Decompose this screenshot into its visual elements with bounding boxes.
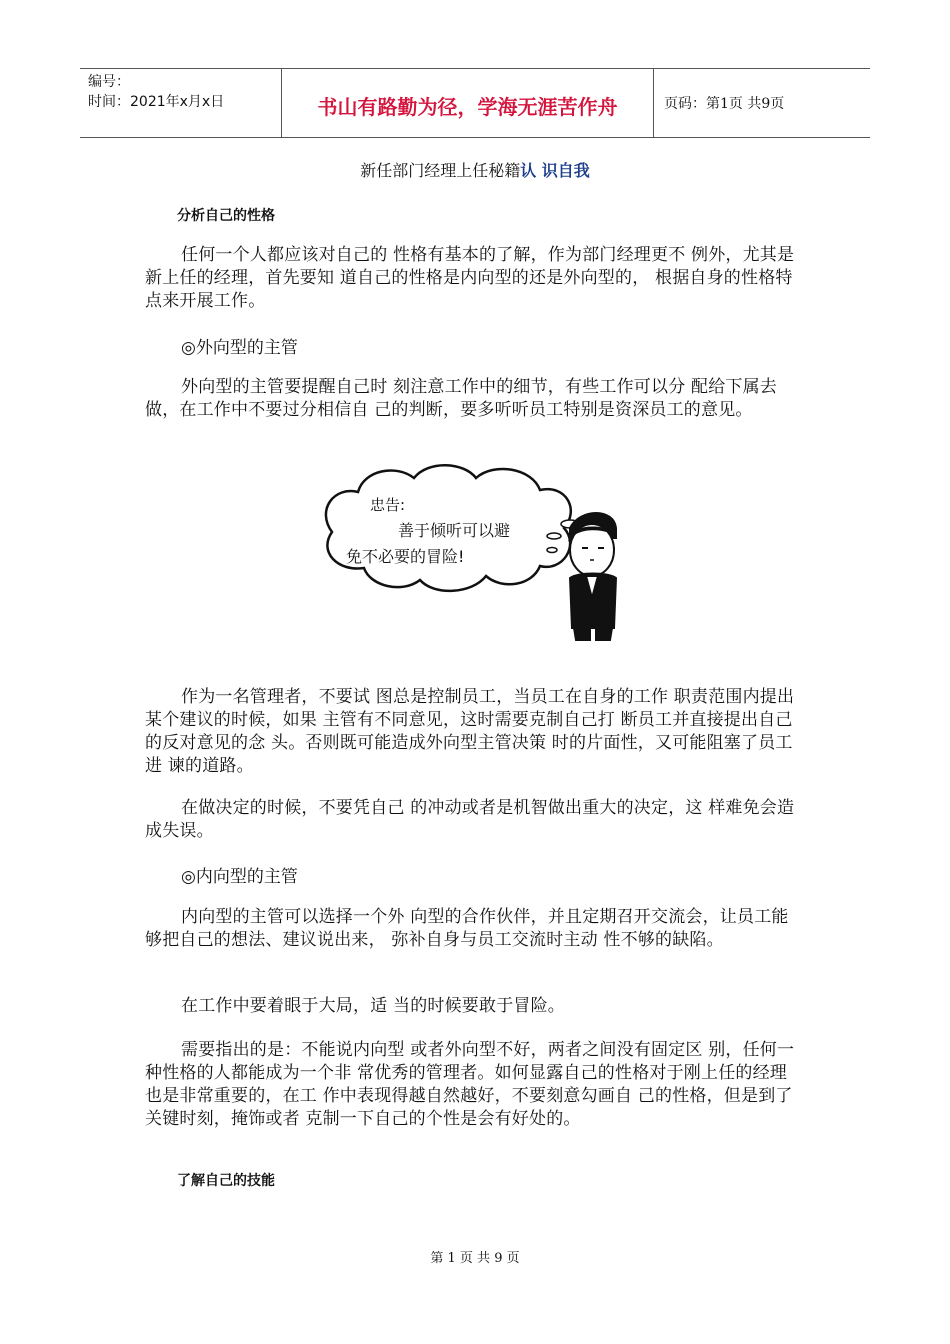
page-footer: 第 1 页 共 9 页 (430, 1251, 520, 1266)
header-motto-cell (282, 69, 654, 137)
advice-title: 忠告: (370, 496, 406, 514)
subheading-extrovert: ◎外向型的主管 (181, 338, 298, 358)
advice-line-1: 善于倾听可以避 (398, 521, 511, 540)
title-emphasis: 认 识自我 (520, 161, 590, 180)
page-info: 页码：第1页 共9页 (664, 96, 785, 112)
paragraph-5: 内向型的主管可以选择一个外 向型的合作伙伴，并且定期召开交流会，让员工能够把自己的想法、建议说出来， 弥补自身与员工交流时主动 性不够的缺陷。 (145, 907, 789, 950)
paragraph-2: 外向型的主管要提醒自己时 刻注意工作中的细节，有些工作可以分 配给下属去做，在工作中不要过分相信自 己的判断，要多听听员工特别是资深员工的意见。 (145, 377, 778, 420)
time-label: 时间：2021年x月x日 (88, 94, 225, 110)
paragraph-4: 在做决定的时候，不要凭自己 的冲动或者是机智做出重大的决定，这 样难免会造成失误。 (145, 798, 795, 841)
manager-figure (570, 513, 616, 640)
document-title (0, 158, 950, 181)
subheading-introvert: ◎内向型的主管 (181, 867, 298, 887)
section-heading-personality: 分析自己的性格 (177, 208, 275, 224)
header-table (80, 68, 870, 138)
motto: 书山有路勤为径，学海无涯苦作舟 (317, 95, 618, 119)
paragraph-3: 作为一名管理者，不要试 图总是控制员工，当员工在自身的工作 职责范围内提出某个建议的时候，如果 主管有不同意见，这时需要克制自己打 断员工并直接提出自己的反对意见的念 头。否则既可能造成外向型主管决策 时的片面性，又可能阻塞了员工进 谏的道路。 (145, 687, 795, 776)
paragraph-7: 需要指出的是：不能说内向型 或者外向型不好，两者之间没有固定区 别，任何一种性格的人都能成为一个非 常优秀的管理者。如何显露自己的性格对于刚上任的经理也是非常重要的，在工 作中表现得越自然越好，不要刻意勾画自 己的性格，但是到了关键时刻，掩饰或者 克制一下自己的个性是会有好处的。 (145, 1040, 795, 1129)
paragraph-1: 任何一个人都应该对自己的 性格有基本的了解，作为部门经理更不 例外，尤其是新上任的经理，首先要知 道自己的性格是内向型的还是外向型的， 根据自身的性格特点来开展工作。 (145, 245, 795, 311)
section-heading-skills: 了解自己的技能 (177, 1173, 275, 1189)
advice-line-2: 免不必要的冒险! (346, 547, 465, 566)
advice-cartoon-illustration (318, 458, 622, 642)
number-label: 编号： (88, 74, 130, 90)
header-meta (80, 69, 282, 137)
paragraph-6: 在工作中要着眼于大局，适 当的时候要敢于冒险。 (181, 996, 566, 1016)
title-plain: 新任部门经理上任秘籍 (360, 161, 521, 180)
